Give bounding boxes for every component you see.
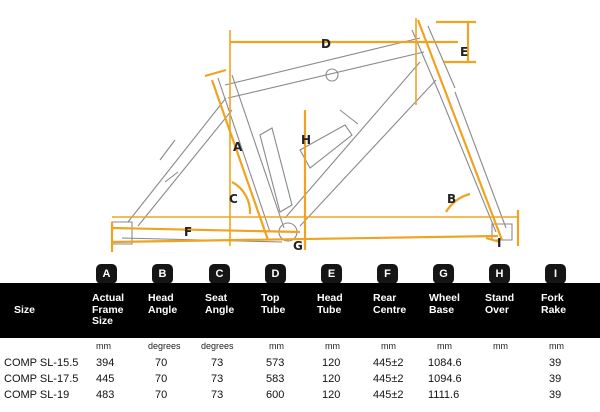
rear-brake-mount xyxy=(160,140,178,182)
cell-wheel-base: 1111.6 xyxy=(428,389,460,401)
dim-label-a: A xyxy=(233,140,243,154)
badge-f: F xyxy=(377,264,398,284)
badge-g: G xyxy=(433,264,454,284)
row-size: COMP SL-19 xyxy=(4,389,70,401)
header-head-tube: Head Tube xyxy=(317,292,343,316)
table-row xyxy=(0,388,600,403)
badge-d: D xyxy=(265,264,286,284)
column-badges xyxy=(0,264,600,284)
cell-seat-angle: 73 xyxy=(211,389,224,401)
header-stand-over: Stand Over xyxy=(485,292,515,316)
cell-head-tube: 120 xyxy=(322,357,341,369)
unit-d: mm xyxy=(269,341,284,351)
header-rear-centre: Rear Centre xyxy=(373,292,407,316)
unit-a: mm xyxy=(96,341,111,351)
cell-head-tube: 120 xyxy=(322,373,341,385)
frame-outline xyxy=(112,26,512,244)
cell-head-tube: 120 xyxy=(322,389,341,401)
seat-tube xyxy=(218,75,284,232)
unit-i: mm xyxy=(549,341,564,351)
dim-label-h: H xyxy=(301,133,312,147)
cell-fork-rake: 39 xyxy=(549,373,562,385)
geometry-table-header xyxy=(0,283,600,338)
unit-g: mm xyxy=(437,341,452,351)
badge-h: H xyxy=(489,264,510,284)
seat-stay xyxy=(128,98,232,226)
bottle-bolt xyxy=(340,110,358,124)
cell-seat-angle: 73 xyxy=(211,373,224,385)
dim-label-i: I xyxy=(497,236,502,250)
badge-a: A xyxy=(96,264,117,284)
dimension-lines xyxy=(112,18,518,252)
unit-b: degrees xyxy=(148,341,181,351)
dim-label-f: F xyxy=(184,225,193,239)
badge-b: B xyxy=(152,264,173,284)
row-size: COMP SL-15.5 xyxy=(4,357,79,369)
dim-f-line xyxy=(112,228,300,232)
badge-i: I xyxy=(545,264,566,284)
header-seat-angle: Seat Angle xyxy=(205,292,235,316)
cell-wheel-base: 1084.6 xyxy=(428,357,462,369)
dim-label-b: B xyxy=(447,192,457,206)
cell-wheel-base: 1094.6 xyxy=(428,373,462,385)
table-row xyxy=(0,372,600,387)
unit-h: mm xyxy=(493,341,508,351)
header-wheel-base: Wheel Base xyxy=(429,292,460,316)
dim-label-g: G xyxy=(293,239,303,253)
cell-top-tube: 573 xyxy=(266,357,285,369)
cell-fork-rake: 39 xyxy=(549,357,562,369)
header-head-angle: Head Angle xyxy=(148,292,178,316)
header-actual-frame-size: Actual Frame Size xyxy=(92,292,125,327)
cell-actual-frame-size: 394 xyxy=(96,357,115,369)
row-size: COMP SL-17.5 xyxy=(4,373,79,385)
header-top-tube: Top Tube xyxy=(261,292,286,316)
cell-seat-angle: 73 xyxy=(211,357,224,369)
dim-label-c: C xyxy=(229,192,238,206)
cell-rear-centre: 445±2 xyxy=(373,357,404,369)
cell-top-tube: 583 xyxy=(266,373,285,385)
cell-head-angle: 70 xyxy=(155,389,168,401)
dim-label-e: E xyxy=(460,45,469,59)
header-size: Size xyxy=(14,304,36,316)
cell-fork-rake: 39 xyxy=(549,389,562,401)
badge-e: E xyxy=(321,264,342,284)
badge-c: C xyxy=(209,264,230,284)
header-fork-rake: Fork Rake xyxy=(541,292,567,316)
cell-actual-frame-size: 483 xyxy=(96,389,115,401)
cell-top-tube: 600 xyxy=(266,389,285,401)
table-row xyxy=(0,356,600,371)
unit-f: mm xyxy=(381,341,396,351)
dim-a-cap xyxy=(205,70,226,76)
dim-label-d: D xyxy=(321,37,331,51)
cell-rear-centre: 445±2 xyxy=(373,373,404,385)
dim-a-line xyxy=(212,80,268,240)
unit-c: degrees xyxy=(201,341,234,351)
cell-head-angle: 70 xyxy=(155,357,168,369)
cell-head-angle: 70 xyxy=(155,373,168,385)
units-row xyxy=(0,340,600,354)
cell-actual-frame-size: 445 xyxy=(96,373,115,385)
cell-rear-centre: 445±2 xyxy=(373,389,404,401)
unit-e: mm xyxy=(325,341,340,351)
